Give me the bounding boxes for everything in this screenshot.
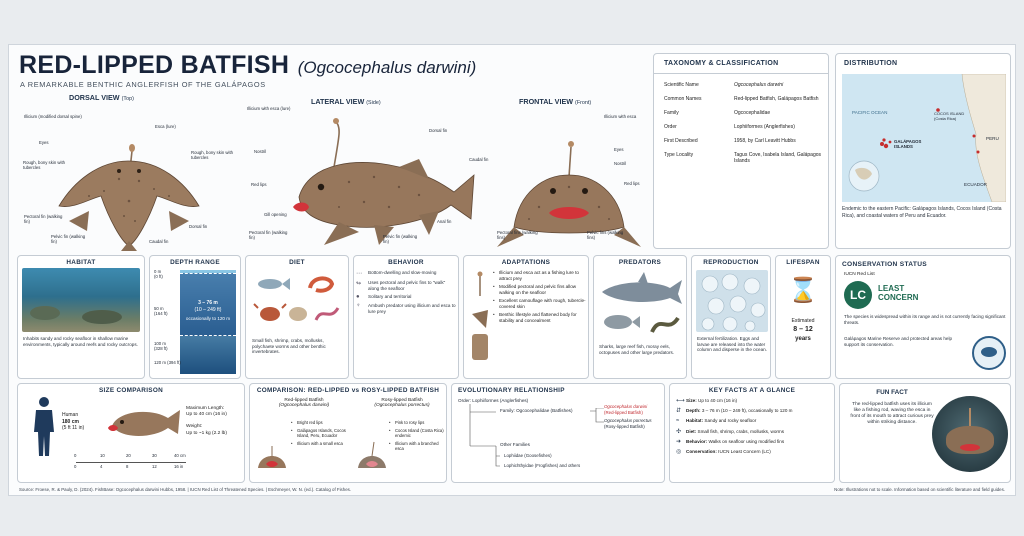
size-panel	[17, 383, 245, 483]
dorsal-label-dorsal-fin: Dorsal fin	[189, 224, 208, 229]
ruler-tick: 30	[152, 453, 157, 458]
fun-fact-photo	[932, 396, 1008, 472]
taxonomy-row: First Described 1958, by Carl Leavitt Hubbs	[664, 138, 796, 144]
predators-title: PREDATORS	[618, 259, 662, 266]
depth-tick: 0 m (0 ft)	[154, 269, 163, 279]
key-facts-panel	[669, 383, 835, 483]
map-label-ecuador: ECUADOR	[964, 182, 987, 187]
compare-a-list	[290, 420, 350, 449]
reproduction-text: External fertilization. Eggs and larvae are released into the water column and disperse in the ocean.	[697, 336, 767, 353]
habitat-panel	[17, 255, 145, 379]
diet-icon: ✣	[676, 428, 682, 435]
lifespan-panel	[775, 255, 831, 379]
compare-a-name: Red-lipped Batfish (Ogcocephalus darwini)	[278, 398, 330, 408]
crab-icon	[254, 304, 286, 321]
evo-family-3: Lophichthyidae (Frogfishes) and others	[504, 463, 581, 468]
dorsal-label-illicium: Illicium (modified dorsal spine)	[24, 114, 82, 119]
evo-order: Order: Lophiiformes (Anglerfishes)	[458, 398, 529, 403]
list-item: • Modified pectoral and pelvic fins allow walking on the seafloor	[492, 284, 586, 295]
list-item: • Illicium with a branched esca	[388, 441, 446, 452]
map-label-cocos: COCOS ISLAND (Costa Rica)	[934, 111, 965, 121]
list-item: • Benthic lifestyle and flattened body for stability and concealment	[492, 312, 586, 323]
infographic-poster	[8, 44, 1016, 496]
depth-icon: ⇵	[676, 408, 682, 415]
taxonomy-row: Common Names Red-lipped Batfish, Galápagos Batfish	[664, 96, 819, 102]
frontal-label-red-lips: Red lips	[624, 181, 640, 186]
behavior-list	[356, 270, 456, 318]
taxonomy-title: TAXONOMY & CLASSIFICATION	[664, 60, 779, 67]
frontal-label-pectoral: Pectoral fins (walking fins)	[497, 230, 538, 240]
list-item: ➜ Behavior: Walks on seafloor using modified fins	[676, 438, 785, 445]
habitat-photo	[22, 268, 140, 332]
ruler-tick: 8	[126, 464, 129, 469]
list-item: ♆ Ambush predator using illicium and esca to lure prey	[356, 303, 456, 315]
page-subtitle: A REMARKABLE BENTHIC ANGLERFISH OF THE GALÁPAGOS	[20, 80, 266, 89]
list-item: • Illicium and esca act as a fishing lure to attract prey	[492, 270, 586, 281]
comparison-title: COMPARISON: RED-LIPPED vs ROSY-LIPPED BATFISH	[256, 387, 440, 394]
predators-text: Sharks, large reef fish, moray eels, octopuses and other large predators.	[599, 344, 675, 355]
batfish-size-illustration	[104, 400, 184, 442]
lateral-label-caudal: Caudal fin	[469, 157, 489, 162]
worm-icon	[316, 308, 338, 320]
adaptations-panel	[463, 255, 589, 379]
evo-species-2-common: (Rosy-lipped Batfish)	[604, 424, 645, 429]
comparison-panel	[249, 383, 447, 483]
list-item: • Excellent camouflage with rough, tubercle-covered skin	[492, 298, 586, 309]
key-facts-title: KEY FACTS AT A GLANCE	[708, 387, 796, 394]
map-label-galapagos: GALÁPAGOS ISLANDS	[894, 139, 922, 149]
list-item: • Cocos Island (Costa Rica) endemic	[388, 428, 446, 439]
map-label-ocean: PACIFIC OCEAN	[852, 110, 888, 115]
list-item: ↬ Uses pectoral and pelvic fins to "walk" along the seafloor	[356, 280, 446, 291]
list-item: ● Solitary and territorial	[356, 294, 412, 301]
habitat-text: Inhabits sandy and rocky seafloor in shallow marine environments, typically around reefs and rocky outcrops.	[23, 336, 138, 347]
red-lipped-illustration	[254, 444, 290, 474]
lateral-label-illicium: Illicium with esca (lure)	[247, 106, 291, 111]
human-silhouette-icon	[28, 396, 60, 458]
footer-note: Note: Illustrations not to scale. Information based on scientific literature and field guides.	[834, 487, 1005, 492]
diet-illustration	[252, 272, 344, 332]
habitat-icon: ≈	[676, 418, 680, 425]
frontal-view-illustration	[489, 107, 649, 247]
list-item: • Pink to rosy lips	[388, 420, 446, 425]
conservation-text-2: Galápagos Marine Reserve and protected areas help support its conservation.	[844, 336, 953, 347]
lateral-label-pectoral: Pectoral fin (walking fin)	[249, 230, 288, 240]
lure-icon: ♆	[356, 303, 361, 310]
ruler-tick: 20	[126, 453, 131, 458]
shrimp-icon	[310, 278, 332, 290]
dorsal-label-pectoral: Pectoral fin (walking fin)	[24, 214, 63, 224]
evo-family-2: Lophiidae (Goosefishes)	[504, 453, 552, 458]
evolution-panel	[451, 383, 665, 483]
ruler-tick: 4	[100, 464, 103, 469]
lateral-label-dorsal-fin: Dorsal fin	[429, 128, 448, 133]
frontal-label-nostril: Nostril	[614, 161, 627, 166]
key-facts-list	[676, 398, 832, 459]
frontal-label-pelvic: Pelvic fins (walking fins)	[587, 230, 624, 240]
compare-b-list	[388, 420, 446, 454]
frontal-label-eyes: Eyes	[614, 147, 624, 152]
rosy-lipped-illustration	[354, 440, 390, 474]
ruler-tick: 10	[100, 453, 105, 458]
ruler-tick: 0	[74, 464, 77, 469]
conservation-icon: ◎	[676, 448, 682, 455]
evo-family: Family: Ogcocephalidae (Batfishes)	[500, 408, 573, 413]
size-stats: Maximum Length: Up to 40 cm (16 in) Weight: Up to ~1 kg (2.2 lb)	[186, 406, 227, 436]
lateral-label-gill: Gill opening	[264, 212, 287, 217]
reproduction-panel	[691, 255, 771, 379]
diet-panel	[245, 255, 349, 379]
dorsal-view-title: DORSAL VIEW (Top)	[69, 93, 134, 102]
lateral-label-pelvic: Pelvic fin (walking fin)	[383, 234, 418, 244]
evo-other: Other Families	[500, 442, 530, 447]
adaptations-title: ADAPTATIONS	[501, 259, 551, 266]
diet-text: Small fish, shrimp, crabs, mollusks, polychaete worms and other benthic invertebrates.	[252, 338, 326, 355]
fun-fact-text: The red-lipped batfish uses its illicium like a fishing rod, waving the esca in front of its mouth to attract curious prey within striking distance.	[850, 402, 934, 425]
reef-fish-icon	[604, 315, 640, 329]
mollusk-icon	[289, 307, 307, 321]
iucn-label: IUCN Red List	[844, 272, 875, 277]
list-item: • Galápagos Islands, Cocos Island, Peru, Ecuador	[290, 428, 350, 439]
lateral-view-title: LATERAL VIEW (Side)	[311, 97, 381, 106]
lateral-label-red-lips: Red lips	[251, 182, 267, 187]
evo-species-1: Ogcocephalus darwini	[604, 404, 648, 409]
predators-illustration	[598, 270, 684, 340]
dorsal-label-pelvic: Pelvic fin (walking fin)	[51, 234, 86, 244]
adaptations-illustration	[468, 270, 492, 370]
ruler-tick: 40 cm	[174, 453, 186, 458]
reproduction-title: REPRODUCTION	[703, 259, 759, 266]
depth-panel	[149, 255, 241, 379]
evo-species-2: Ogcocephalus porrectus	[604, 418, 652, 423]
frontal-label-illicium: Illicium with esca	[604, 114, 637, 119]
list-item: ≈ Habitat: Sandy and rocky seafloor	[676, 418, 757, 425]
size-title: SIZE COMPARISON	[98, 387, 164, 394]
solitary-icon: ●	[356, 294, 360, 301]
eel-icon	[652, 318, 678, 332]
depth-range-text: 3 – 76 m (10 – 249 ft) occasionally to 120 m	[185, 300, 231, 321]
lc-badge: LC	[844, 281, 872, 309]
status-text: LEAST CONCERN	[878, 284, 919, 303]
list-item: ◎ Conservation: IUCN Least Concern (LC)	[676, 448, 771, 455]
fun-fact-panel	[839, 383, 1011, 483]
ruler-tick: 12	[152, 464, 157, 469]
list-item: ⇵ Depth: 3 – 76 m (10 – 249 ft), occasionally to 120 m	[676, 408, 793, 415]
behavior-title: BEHAVIOR	[388, 259, 424, 266]
predators-panel	[593, 255, 687, 379]
frontal-view-title: FRONTAL VIEW (Front)	[519, 97, 592, 106]
depth-tick: 50 m (164 ft)	[154, 306, 168, 316]
dorsal-label-esca: Esca (lure)	[155, 124, 176, 129]
dorsal-label-eyes: Eyes	[39, 140, 49, 145]
list-item: ⟷ Size: Up to 40 cm (16 in)	[676, 398, 738, 404]
footer-source: Source: Froese, R. & Pauly, D. (2024). FishBase: Ogcocephalus darwini Hubbs, 1958. | IUCN Red List of Threatened Species. | Eschmeyer, W. N. (ed.). Catalog of Fishes.	[19, 487, 352, 492]
hourglass-icon: ⌛	[788, 277, 818, 304]
lifespan-text: Estimated 8 – 12 years	[791, 318, 815, 343]
conservation-text-1: The species is widespread within its range and is not currently facing significant threats.	[844, 314, 1006, 325]
behavior-icon: ➜	[676, 438, 682, 445]
list-item: ⋯ Bottom-dwelling and slow-moving	[356, 270, 437, 277]
lifespan-title: LIFESPAN	[786, 259, 820, 266]
lateral-label-nostril: Nostril	[254, 149, 267, 154]
compare-b-name: Rosy-lipped Batfish (Ogcocephalus porrectus)	[374, 398, 430, 408]
list-item: ✣ Diet: Small fish, shrimp, crabs, mollusks, worms	[676, 428, 785, 435]
list-item: • Bright red lips	[290, 420, 350, 425]
depth-tick: 100 m (328 ft)	[154, 341, 168, 351]
shark-icon	[602, 272, 682, 304]
habitat-title: HABITAT	[66, 259, 96, 266]
size-ruler	[76, 454, 186, 474]
taxonomy-row: Type Locality Tagus Cove, Isabela Island, Galápagos Islands	[664, 152, 821, 164]
depth-tick: 120 m (394 ft)	[154, 360, 181, 365]
ruler-tick: 16 in	[174, 464, 184, 469]
list-item: • Illicium with a small esca	[290, 441, 350, 446]
taxonomy-table	[664, 82, 824, 166]
ruler-tick: 0	[74, 453, 77, 458]
taxonomy-row: Order Lophiiformes (Anglerfishes)	[664, 124, 795, 130]
dorsal-label-skin-right: Rough, bony skin with tubercles	[191, 150, 234, 160]
eggs-illustration	[696, 270, 768, 332]
distribution-text: Endemic to the eastern Pacific: Galápagos Islands, Cocos Island (Costa Rica), and coastal waters of Peru and Ecuador.	[842, 206, 1002, 219]
bottom-icon: ⋯	[356, 271, 362, 277]
fish-icon	[258, 278, 290, 290]
distribution-title: DISTRIBUTION	[844, 60, 898, 67]
distribution-panel	[835, 53, 1011, 249]
walk-icon: ↬	[356, 281, 362, 287]
taxonomy-row: Family Ogcocephalidae	[664, 110, 771, 116]
depth-scale	[154, 270, 238, 374]
evo-species-1-common: (Red-lipped Batfish)	[604, 410, 643, 415]
diet-title: DIET	[289, 259, 305, 266]
taxonomy-row: Scientific Name Ogcocephalus darwini	[664, 82, 784, 88]
adaptations-list	[492, 270, 586, 326]
evolution-title: EVOLUTIONARY RELATIONSHIP	[458, 387, 565, 394]
map-label-peru: PERU	[986, 136, 999, 141]
evo-branch	[590, 408, 604, 426]
human-height: Human 180 cm (5 ft 11 in)	[62, 412, 85, 431]
depth-title: DEPTH RANGE	[170, 259, 220, 266]
lateral-view-illustration	[279, 107, 484, 247]
ruler-icon: ⟷	[676, 398, 685, 404]
fun-fact-title: FUN FACT	[876, 389, 908, 396]
marine-reserve-seal	[972, 336, 1006, 370]
lateral-label-anal: Anal fin	[437, 219, 452, 224]
scientific-name: (Ogcocephalus darwini)	[297, 58, 477, 77]
conservation-panel	[835, 255, 1011, 379]
page-title: RED-LIPPED BATFISH	[19, 51, 290, 79]
taxonomy-panel	[653, 53, 829, 249]
behavior-panel	[353, 255, 459, 379]
header	[19, 51, 476, 80]
conservation-title: CONSERVATION STATUS	[842, 261, 927, 268]
dorsal-label-skin-left: Rough, bony skin with tubercles	[23, 160, 66, 170]
dorsal-label-caudal: Caudal fin	[149, 239, 169, 244]
